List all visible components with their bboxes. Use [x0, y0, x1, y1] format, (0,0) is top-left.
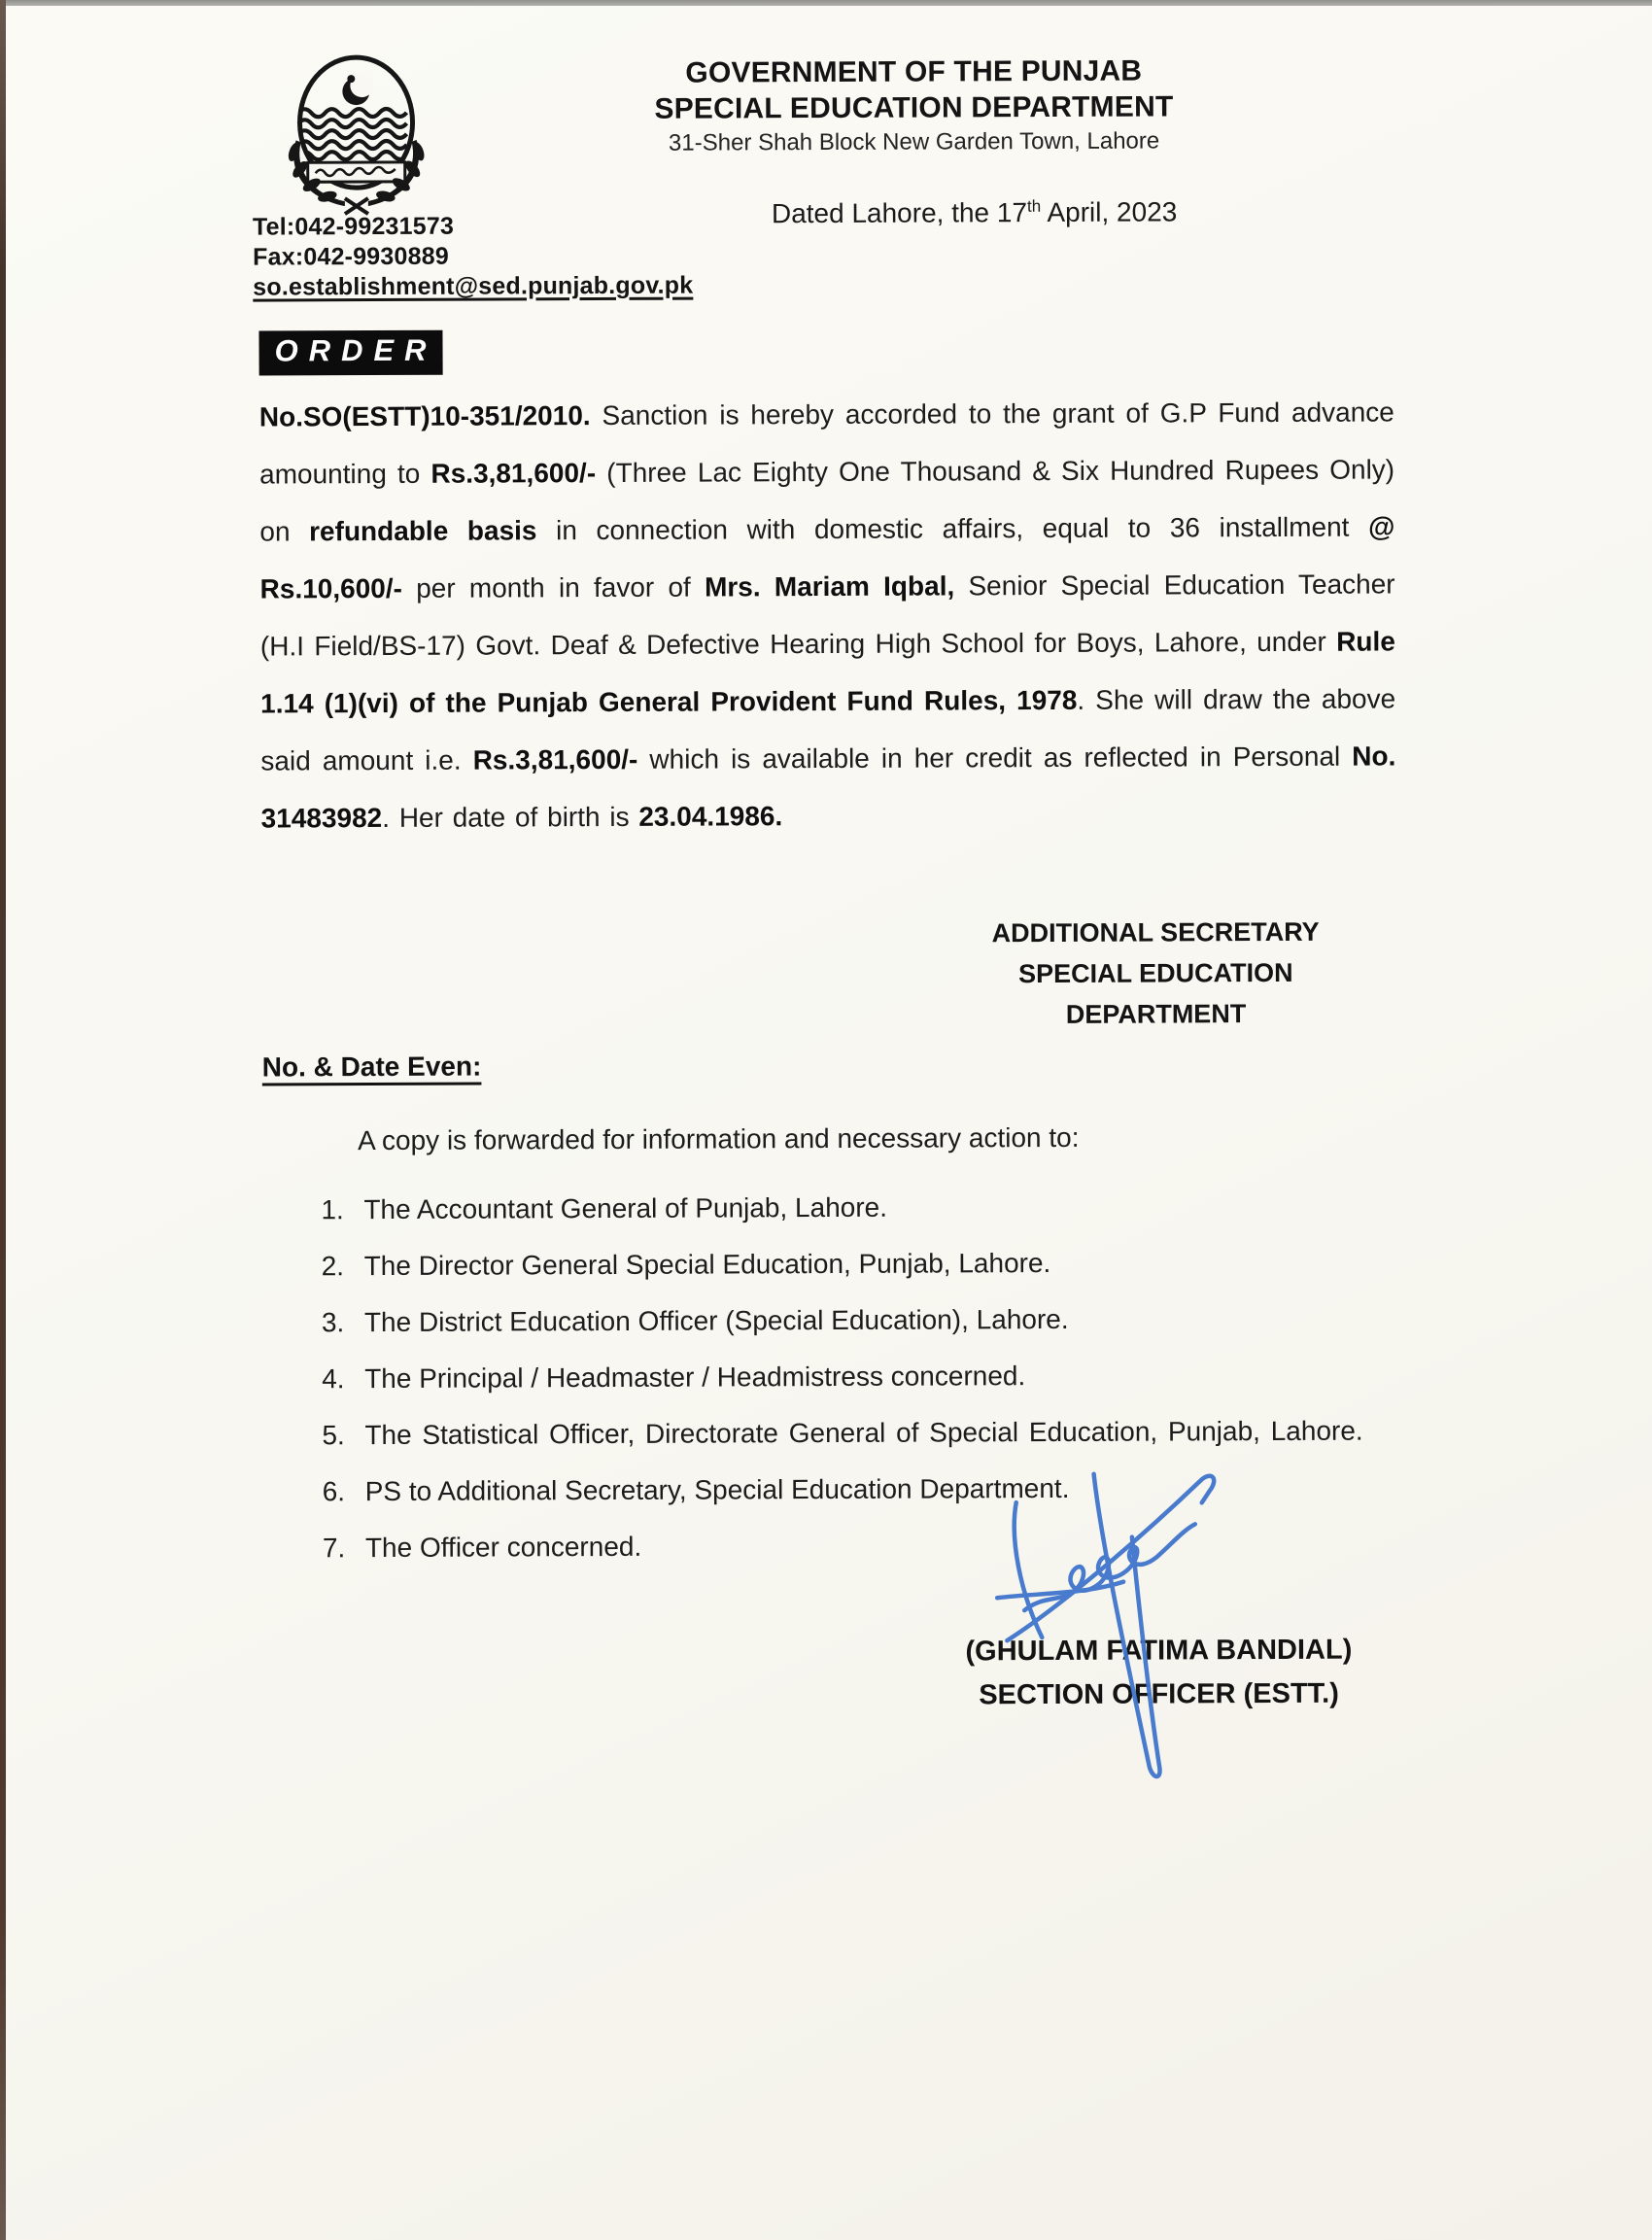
- order-body-paragraph: No.SO(ESTT)10-351/2010. Sanction is hereby accorded to the grant of G.P Fund advance amounting to Rs.3,81,600/- (Three Lac Eighty One Thousand & Six Hundred Rupees Only) on refundable basis in connection with domestic affairs, equal to 36 installment @ Rs.10,600/- per month in favor of Mrs. Mariam Iqbal, Senior Special Education Teacher (H.I Field/BS-17) Govt. Deaf & Defective Hearing High School for Boys, Lahore, under Rule 1.14 (1)(vi) of the Punjab General Provident Fund Rules, 1978. She will draw the above said amount i.e. Rs.3,81,600/- which is available in her credit as reflected in Personal No. 31483982. Her date of birth is 23.04.1986.: [258, 396, 1396, 834]
- dateline: [772, 196, 1178, 229]
- org-name-line2: SPECIAL EDUCATION DEPARTMENT: [654, 90, 1174, 125]
- email-address: so.establishment@sed.punjab.gov.pk: [253, 271, 694, 301]
- signature-ink-icon: [984, 1446, 1278, 1789]
- fax-number: Fax:042-9930889: [253, 242, 449, 271]
- signatory-designation-line3: DEPARTMENT: [1065, 999, 1247, 1029]
- punjab-crest-logo-icon: [250, 51, 463, 223]
- distribution-item: The Principal / Headmaster / Headmistress concerned.: [364, 1361, 1026, 1395]
- distribution-item: The Statistical Officer, Directorate General of Special Education, Punjab, Lahore.: [364, 1415, 1363, 1451]
- letterhead: [598, 52, 1229, 159]
- dateline-prefix: Dated Lahore, the 17: [771, 197, 1028, 229]
- telephone-number: Tel:042-99231573: [252, 212, 455, 241]
- scan-edge-top-artifact: [0, 0, 1652, 6]
- reference-heading: No. & Date Even:: [261, 1051, 482, 1083]
- distribution-item: The Director General Special Education, Punjab, Lahore.: [363, 1247, 1051, 1282]
- contact-block: [253, 211, 693, 303]
- signatory-designation-line2: SPECIAL EDUCATION: [1018, 957, 1293, 989]
- dateline-suffix: April, 2023: [1041, 196, 1178, 228]
- signatory-name: (GHULAM FATIMA BANDIAL): [965, 1634, 1353, 1668]
- distribution-item: PS to Additional Secretary, Special Education Department.: [364, 1472, 1070, 1507]
- distribution-item: The Accountant General of Punjab, Lahore.: [363, 1191, 888, 1225]
- distribution-item: The Officer concerned.: [364, 1531, 642, 1564]
- org-address: 31-Sher Shah Block New Garden Town, Lahore: [668, 127, 1160, 156]
- distribution-item: The District Education Officer (Special Education), Lahore.: [363, 1303, 1069, 1338]
- signatory-designation-line1: ADDITIONAL SECRETARY: [991, 916, 1320, 948]
- order-heading: ORDER: [258, 330, 442, 376]
- dateline-ordinal: th: [1026, 196, 1042, 216]
- signatory-title: SECTION OFFICER (ESTT.): [979, 1677, 1339, 1711]
- signatory-designation-block: [961, 912, 1351, 1036]
- scan-edge-left-artifact: [0, 0, 6, 2240]
- org-name-line1: GOVERNMENT OF THE PUNJAB: [685, 54, 1143, 89]
- forwarding-note: A copy is forwarded for information and necessary action to:: [358, 1121, 1080, 1156]
